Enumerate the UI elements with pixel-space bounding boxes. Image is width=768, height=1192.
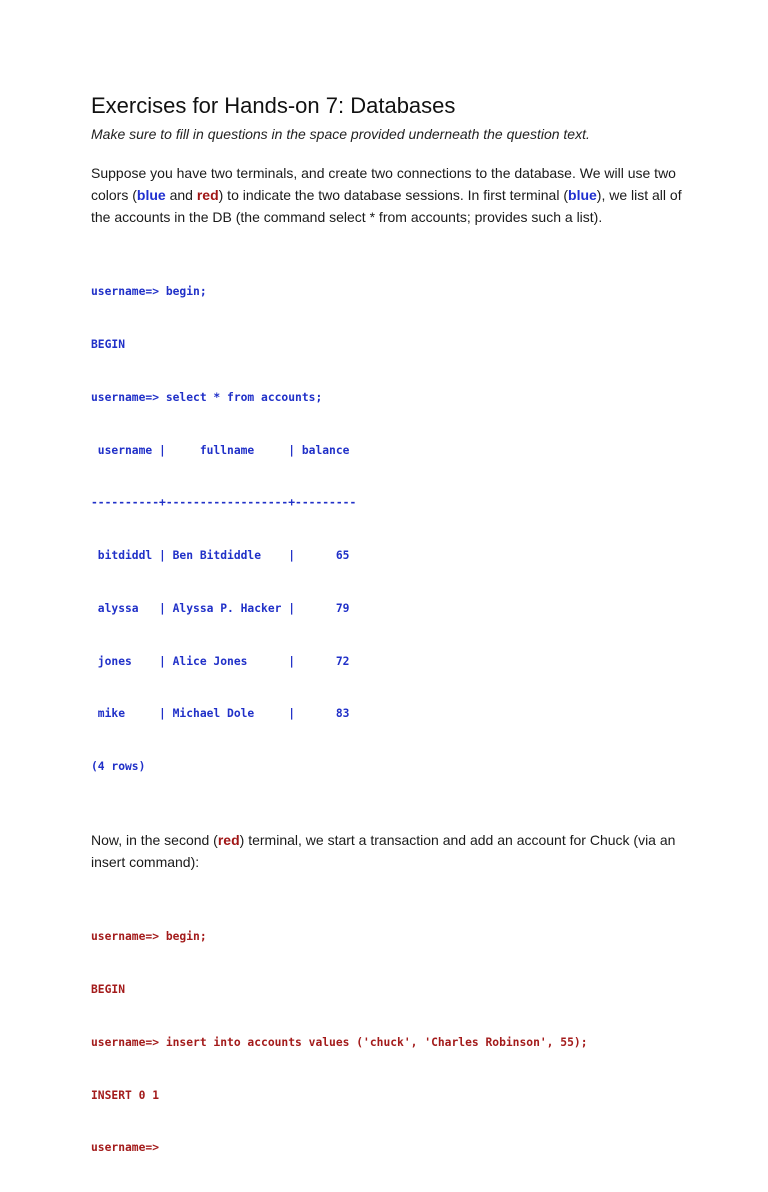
intro-text-b: and: [165, 187, 197, 203]
second-text-a: Now, in the second (: [91, 832, 218, 848]
code-line: BEGIN: [91, 982, 126, 996]
second-line-2: insert command):: [91, 854, 200, 870]
blue-keyword: blue: [136, 187, 166, 203]
table-header-row: username | fullname | balance: [91, 443, 357, 457]
intro-line-3: the accounts in the DB (the command select * from accounts; provides such a list).: [91, 209, 603, 225]
red-terminal-session: [91, 893, 691, 1192]
table-row: bitdiddl | Ben Bitdiddle | 65: [91, 549, 350, 563]
intro-paragraph: [91, 162, 691, 228]
blue-keyword-2: blue: [568, 187, 597, 203]
table-separator-row: ----------+------------------+---------: [91, 496, 357, 510]
second-text-b: ) terminal, we start a transaction and add an account for Chuck (via an: [239, 832, 676, 848]
document-page: [91, 92, 691, 1192]
intro-text-a: colors (: [91, 187, 137, 203]
code-line: BEGIN: [91, 337, 126, 351]
blue-terminal-session: [91, 248, 691, 811]
code-line: username=>: [91, 1141, 160, 1155]
second-paragraph: [91, 829, 691, 873]
code-line: INSERT 0 1: [91, 1088, 160, 1102]
intro-text-c: ) to indicate the two database sessions. In first terminal (: [218, 187, 569, 203]
intro-text-d: ), we list all of: [596, 187, 682, 203]
row-count: (4 rows): [91, 760, 146, 774]
table-row: jones | Alice Jones | 72: [91, 654, 350, 668]
code-line: username=> insert into accounts values ('chuck', 'Charles Robinson', 55);: [91, 1035, 588, 1049]
red-keyword-2: red: [217, 832, 240, 848]
table-row: alyssa | Alyssa P. Hacker | 79: [91, 601, 350, 615]
page-title: Exercises for Hands-on 7: Databases: [91, 93, 456, 118]
code-line: username=> begin;: [91, 285, 207, 299]
intro-line-1: Suppose you have two terminals, and create two connections to the database. We will use two: [91, 165, 676, 181]
code-line: username=> begin;: [91, 930, 207, 944]
table-row: mike | Michael Dole | 83: [91, 707, 350, 721]
instructions-subtitle: Make sure to fill in questions in the space provided underneath the question text.: [91, 126, 590, 142]
code-line: username=> select * from accounts;: [91, 390, 323, 404]
intro-line-2: [91, 184, 691, 206]
red-keyword: red: [196, 187, 219, 203]
second-line-1: [91, 829, 691, 851]
